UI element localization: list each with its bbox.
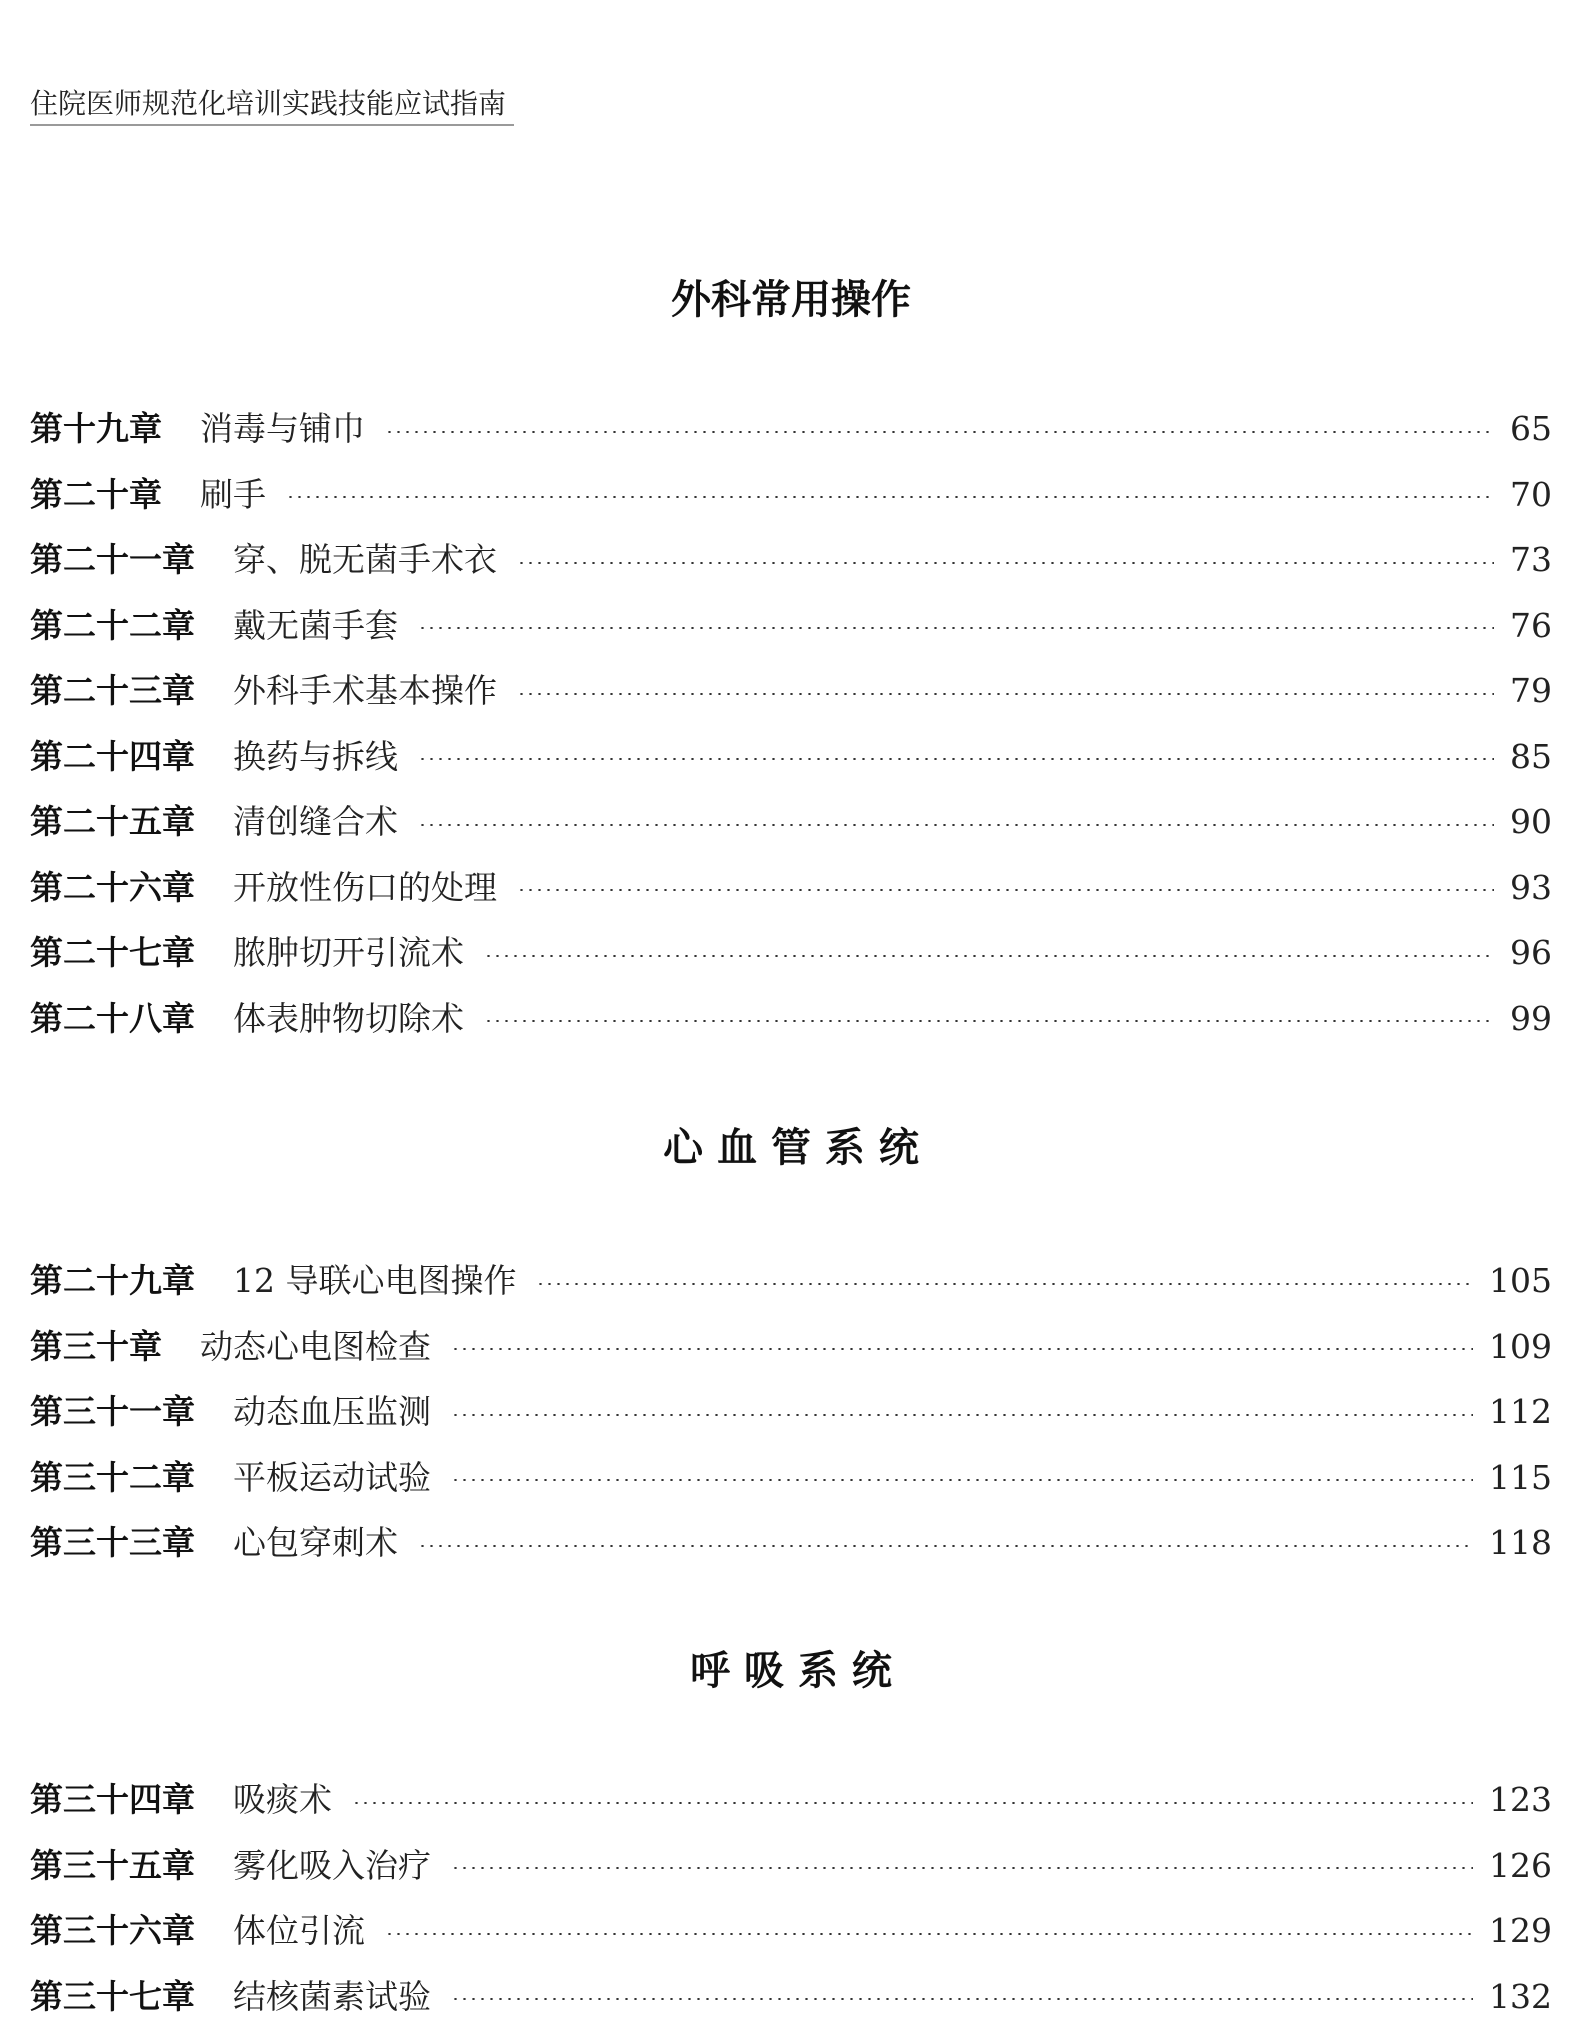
chapter-number: 第二十三章: [30, 658, 195, 724]
page-number: 118: [1489, 1510, 1552, 1576]
dot-leader: [536, 1283, 1473, 1285]
chapter-number: 第三十章: [30, 1314, 162, 1380]
chapter-number: 第十九章: [30, 396, 162, 462]
chapter-title: 清创缝合术: [233, 789, 398, 855]
chapter-number: 第二十四章: [30, 724, 195, 790]
dot-leader: [385, 1933, 1473, 1935]
toc-entry[interactable]: [30, 462, 1552, 528]
page-number: 112: [1489, 1379, 1552, 1445]
dot-leader: [418, 627, 1494, 629]
toc-entry[interactable]: [30, 1964, 1552, 2029]
dot-leader: [451, 1414, 1473, 1416]
chapter-title: 结核菌素试验: [233, 1964, 431, 2029]
chapter-number: 第二十二章: [30, 593, 195, 659]
chapter-number: 第二十八章: [30, 986, 195, 1052]
page-number: 99: [1510, 986, 1552, 1052]
chapter-title: 心包穿刺术: [233, 1510, 398, 1576]
chapter-title: 开放性伤口的处理: [233, 855, 497, 921]
chapter-title: 外科手术基本操作: [233, 658, 497, 724]
chapter-title: 平板运动试验: [233, 1445, 431, 1511]
dot-leader: [352, 1802, 1473, 1804]
chapter-title: 刷手: [200, 462, 266, 528]
chapter-title: 雾化吸入治疗: [233, 1833, 431, 1899]
chapter-title: 换药与拆线: [233, 724, 398, 790]
toc-entry[interactable]: [30, 527, 1552, 593]
dot-leader: [451, 1998, 1473, 2000]
page-number: 79: [1510, 658, 1552, 724]
chapter-number: 第二十章: [30, 462, 162, 528]
page-number: 90: [1510, 789, 1552, 855]
page-number: 73: [1510, 527, 1552, 593]
chapter-title: 脓肿切开引流术: [233, 920, 464, 986]
toc-entry[interactable]: [30, 1898, 1552, 1964]
chapter-title: 动态心电图检查: [200, 1314, 431, 1380]
chapter-number: 第三十二章: [30, 1445, 195, 1511]
chapter-number: 第三十四章: [30, 1767, 195, 1833]
dot-leader: [385, 431, 1494, 433]
dot-leader: [517, 693, 1494, 695]
chapter-title: 动态血压监测: [233, 1379, 431, 1445]
dot-leader: [517, 562, 1494, 564]
toc-list: [30, 396, 1552, 1051]
toc-entry[interactable]: [30, 855, 1552, 921]
page-number: 129: [1489, 1898, 1552, 1964]
dot-leader: [484, 1020, 1494, 1022]
chapter-title: 体表肿物切除术: [233, 986, 464, 1052]
toc-entry[interactable]: [30, 724, 1552, 790]
chapter-number: 第二十七章: [30, 920, 195, 986]
toc-list: [30, 1767, 1552, 2029]
chapter-number: 第二十九章: [30, 1248, 195, 1314]
chapter-title: 消毒与铺巾: [200, 396, 365, 462]
toc-entry[interactable]: [30, 1445, 1552, 1511]
toc-list: [30, 1248, 1552, 1576]
dot-leader: [451, 1348, 1473, 1350]
toc-entry[interactable]: [30, 658, 1552, 724]
chapter-number: 第三十五章: [30, 1833, 195, 1899]
page-number: 70: [1510, 462, 1552, 528]
toc-entry[interactable]: [30, 396, 1552, 462]
chapter-title: 12 导联心电图操作: [233, 1248, 516, 1314]
dot-leader: [418, 824, 1494, 826]
section-title: 心 血 管 系 统: [30, 1120, 1552, 1176]
dot-leader: [451, 1479, 1473, 1481]
toc-entry[interactable]: [30, 920, 1552, 986]
toc-entry[interactable]: [30, 1379, 1552, 1445]
dot-leader: [286, 496, 1494, 498]
chapter-title: 戴无菌手套: [233, 593, 398, 659]
chapter-number: 第二十五章: [30, 789, 195, 855]
page-number: 132: [1489, 1964, 1552, 2029]
dot-leader: [418, 1545, 1473, 1547]
toc-entry[interactable]: [30, 1248, 1552, 1314]
chapter-number: 第三十七章: [30, 1964, 195, 2029]
dot-leader: [517, 889, 1494, 891]
chapter-title: 穿、脱无菌手术衣: [233, 527, 497, 593]
chapter-title: 体位引流: [233, 1898, 365, 1964]
page-number: 76: [1510, 593, 1552, 659]
page-number: 123: [1489, 1767, 1552, 1833]
page-number: 109: [1489, 1314, 1552, 1380]
dot-leader: [484, 955, 1494, 957]
chapter-number: 第二十一章: [30, 527, 195, 593]
toc-entry[interactable]: [30, 593, 1552, 659]
section-title: 呼 吸 系 统: [30, 1643, 1552, 1699]
page-number: 126: [1489, 1833, 1552, 1899]
chapter-number: 第三十六章: [30, 1898, 195, 1964]
page-number: 65: [1510, 396, 1552, 462]
toc-entry[interactable]: [30, 986, 1552, 1052]
toc-entry[interactable]: [30, 789, 1552, 855]
toc-entry[interactable]: [30, 1510, 1552, 1576]
dot-leader: [451, 1867, 1473, 1869]
toc-entry[interactable]: [30, 1833, 1552, 1899]
section-title: 外科常用操作: [30, 272, 1552, 328]
page-number: 96: [1510, 920, 1552, 986]
chapter-title: 吸痰术: [233, 1767, 332, 1833]
chapter-number: 第三十三章: [30, 1510, 195, 1576]
page-number: 93: [1510, 855, 1552, 921]
running-header: 住院医师规范化培训实践技能应试指南: [30, 84, 514, 126]
toc-entry[interactable]: [30, 1767, 1552, 1833]
page-number: 105: [1489, 1248, 1552, 1314]
chapter-number: 第二十六章: [30, 855, 195, 921]
page-number: 115: [1489, 1445, 1552, 1511]
page-number: 85: [1510, 724, 1552, 790]
toc-entry[interactable]: [30, 1314, 1552, 1380]
dot-leader: [418, 758, 1494, 760]
chapter-number: 第三十一章: [30, 1379, 195, 1445]
